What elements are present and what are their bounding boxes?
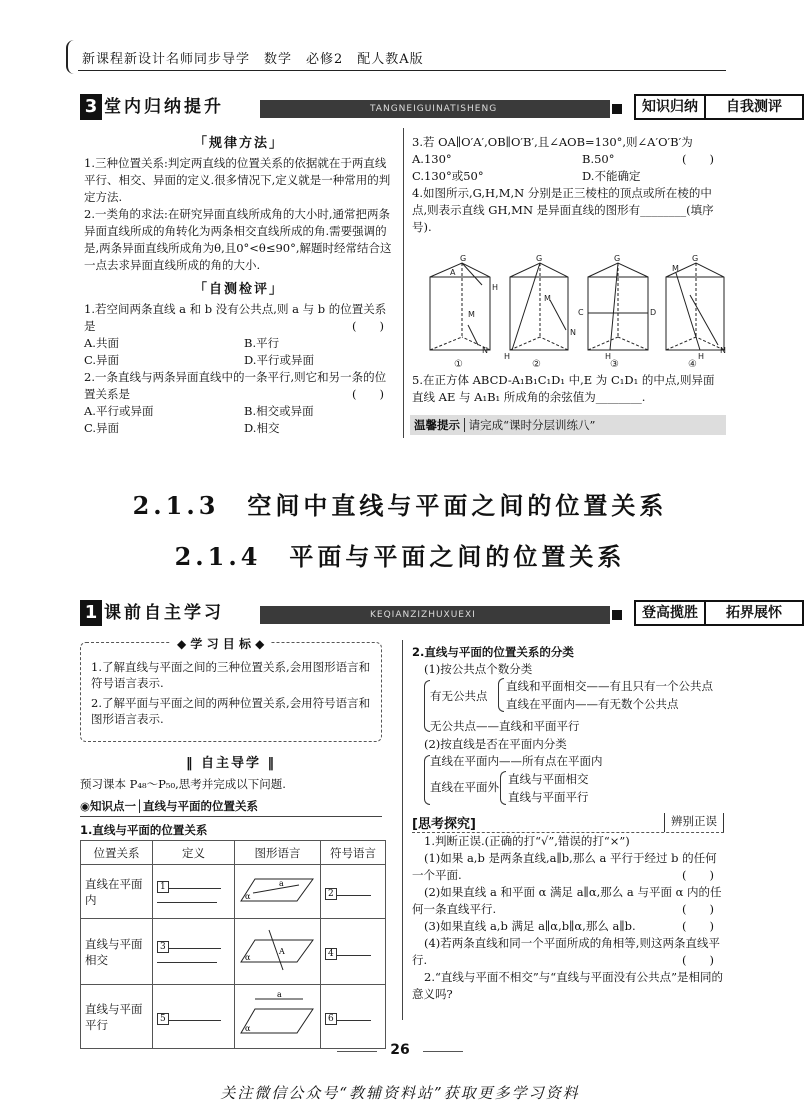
svg-text:N: N — [482, 346, 488, 355]
question-3-options: A.130° B.50° C.130°或50° D.不能确定 — [412, 152, 641, 183]
col-header: 图形语言 — [235, 841, 321, 865]
col-header: 定义 — [153, 841, 235, 865]
svg-text:N: N — [720, 346, 726, 355]
header-rule — [78, 70, 726, 71]
section-title-1: 2.1.3 空间中直线与平面之间的位置关系 — [132, 491, 668, 520]
right-column-questions — [412, 134, 724, 236]
svg-text:α: α — [245, 892, 251, 901]
figure-label-3: ③ — [610, 359, 619, 370]
knowledge-point-1: ◉知识点一│直线与平面的位置关系 — [80, 798, 382, 817]
banner-number: 1 — [80, 600, 102, 626]
question-1: 1.若空间两条直线 a 和 b 没有公共点,则 a 与 b 的位置关系是 ( ) — [84, 302, 387, 333]
banner-title: 课前自主学习 — [104, 600, 224, 626]
preview-intro: 预习课本 P₄₈～P₅₀,思考并完成以下问题. — [80, 777, 286, 791]
learning-goals-box — [80, 637, 382, 742]
col-header: 位置关系 — [81, 841, 153, 865]
page-number-row — [0, 1042, 800, 1058]
svg-text:H: H — [605, 352, 612, 361]
goals-heading: ◆ 学 习 目 标 ◆ — [171, 635, 270, 652]
judge-item-2: (2)如果直线 a 和平面 α 满足 a∥α,那么 a 与平面 α 内的任何一条直线平行. ( ) — [412, 885, 722, 916]
running-header: 新课程新设计名师同步导学 数学 必修2 配人教A版 — [82, 52, 424, 67]
plane-line-intersect-figure — [239, 928, 315, 972]
classification-tree-1: 有无公共点 直线和平面相交——有且只有一个公共点 直线在平面内——有无数个公共点 无公共点——直线和平面平行 — [424, 678, 724, 736]
svg-text:α: α — [245, 1024, 251, 1033]
section-title-2: 2.1.4 平面与平面之间的位置关系 — [174, 542, 626, 571]
footer-note: 关注微信公众号“教辅资料站”获取更多学习资料 — [220, 1084, 580, 1102]
figure-label-4: ④ — [688, 359, 697, 370]
tip-bar — [410, 415, 726, 435]
selftest-heading: 「自测检评」 — [193, 282, 284, 297]
classification-tree-2: 直线在平面内——所有点在平面内 直线在平面外 直线与平面相交 直线与平面平行 — [424, 753, 724, 809]
subsection-1-title: 1.直线与平面的位置关系 — [80, 823, 208, 837]
banner-number: 3 — [80, 94, 102, 120]
banner-tag-2: 拓界展怀 — [704, 600, 804, 626]
svg-text:G: G — [460, 254, 467, 263]
banner-title: 堂内归纳提升 — [104, 94, 224, 120]
method-2: 2.一类角的求法:在研究异面直线所成角的大小时,通常把两条异面直线所成的角转化为两条相交直线所成的角.需要强调的是,两条异面直线所成角为θ,且0°<θ≤90°,解题时经常结合这一点去求异面直线所成的角的大小. — [84, 207, 392, 272]
svg-text:H: H — [492, 283, 499, 292]
prism-figures — [420, 254, 726, 370]
banner-square-icon — [612, 610, 622, 620]
svg-text:D: D — [650, 308, 657, 317]
banner-square-icon — [612, 104, 622, 114]
svg-text:M: M — [468, 310, 475, 319]
svg-text:H: H — [504, 352, 511, 361]
figure-label-1: ① — [454, 359, 463, 370]
relations-table — [80, 840, 386, 1049]
svg-text:G: G — [614, 254, 621, 263]
svg-text:A: A — [450, 268, 456, 277]
svg-text:M: M — [672, 264, 679, 273]
svg-text:M: M — [544, 294, 551, 303]
question-2-options: A.平行或异面 B.相交或异面 C.异面 D.相交 — [84, 404, 314, 435]
methods-heading: 「规律方法」 — [193, 136, 284, 151]
subsection-2-title: 2.直线与平面的位置关系的分类 — [412, 645, 574, 659]
prism-figure-1 — [430, 263, 490, 350]
header-bracket — [66, 40, 74, 74]
prism-figure-2 — [510, 263, 568, 350]
classification-block: 2.直线与平面的位置关系的分类 (1)按公共点个数分类 有无公共点 直线和平面相交——有且只有一个公共点 直线在平面内——有无数个公共点 无公共点——直线和平面平行 (2)按直线是否在平面内分类 直线在平面内——所有点在平面内 直线在平面外 直线与平面相交 直线与平面平行 [思考探究] 辨别正误 1.判断正误.(正确的打“√”,错误的打“×”) (1)如果 a,b 是两条直线,a∥b,那么 a 平行于经过 b 的任何一个平面. ( ) (2)如果直线 a 和平面 α 满足 a∥α,那么 a 与平面 α 内的任何一条直线平行. ( ) (3)如果直线 a,b 满足 a∥α,b∥α,那么 a∥b. ( ) (4)若两条直线和同一个平面所成的角相等,则这两条直线平行. ( ) 2.“直线与平面不相交”与“直线与平面没有公共点”是相同的意义吗? — [412, 645, 723, 1001]
svg-text:C: C — [578, 308, 584, 317]
prism-figure-3 — [588, 263, 648, 350]
banner-pinyin: TANGNEIGUINATISHENG — [260, 100, 610, 118]
tip-label: 温馨提示 — [414, 418, 465, 432]
col-header: 符号语言 — [321, 841, 386, 865]
question-4: 4.如图所示,G,H,M,N 分别是正三棱柱的顶点或所在棱的中点,则表示直线 GH,MN 是异面直线的图形有________(填序号). — [412, 186, 714, 234]
question-2: 2.一条直线与两条异面直线中的一条平行,则它和另一条的位置关系是 ( ) — [84, 370, 387, 401]
goal-1: 1.了解直线与平面之间的三种位置关系,会用图形语言和符号语言表示. — [91, 660, 371, 690]
table-row: 直线与平面相交 3 A α 4 — [81, 919, 386, 985]
svg-text:G: G — [692, 254, 699, 263]
figure-label-2: ② — [532, 359, 541, 370]
section-banner-2 — [80, 600, 782, 626]
tip-text: 请完成“课时分层训练八” — [468, 418, 596, 432]
banner-pinyin: KEQIANZIZHUXUEXI — [260, 606, 610, 624]
question-3: 3.若 OA∥O′A′,OB∥O′B′,且∠AOB=130°,则∠A′O′B′为 ( ) — [412, 135, 714, 166]
banner-tag-1: 登高揽胜 — [634, 600, 706, 626]
answer-blank[interactable] — [169, 888, 221, 889]
svg-text:α: α — [245, 953, 251, 962]
question-equivalence: 2.“直线与平面不相交”与“直线与平面没有公共点”是相同的意义吗? — [412, 970, 723, 1001]
page-number: 26 — [390, 1042, 410, 1058]
plane-line-in-figure — [239, 875, 315, 905]
plane-line-parallel-figure — [239, 990, 315, 1037]
question-1-options: A.共面 B.平行 C.异面 D.平行或异面 — [84, 336, 314, 367]
svg-text:H: H — [698, 352, 705, 361]
table-row: 直线在平面内 1 a α 2 — [81, 865, 386, 919]
section-banner-1 — [80, 94, 782, 120]
question-5-block — [412, 372, 724, 406]
banner-tag-2: 自我测评 — [704, 94, 804, 120]
self-study-heading: ‖ 自主导学 ‖ — [185, 756, 277, 771]
left-column-summary — [84, 130, 394, 437]
svg-text:a: a — [277, 990, 282, 999]
judge-item-1: (1)如果 a,b 是两条直线,a∥b,那么 a 平行于经过 b 的任何一个平面. ( ) — [412, 851, 717, 882]
svg-text:N: N — [570, 328, 576, 337]
judge-item-4: (4)若两条直线和同一个平面所成的角相等,则这两条直线平行. ( ) — [412, 936, 720, 967]
banner-tag-1: 知识归纳 — [634, 94, 706, 120]
svg-text:a: a — [279, 879, 284, 888]
judge-item-3: (3)如果直线 a,b 满足 a∥α,b∥α,那么 a∥b. ( ) — [424, 919, 714, 933]
svg-text:A: A — [279, 947, 285, 956]
question-5: 5.在正方体 ABCD-A₁B₁C₁D₁ 中,E 为 C₁D₁ 的中点,则异面直线 AE 与 A₁B₁ 所成角的余弦值为________. — [412, 373, 715, 404]
prism-figure-4 — [666, 263, 724, 350]
think-explore-bar: [思考探究] 辨别正误 — [412, 813, 724, 833]
goal-2: 2.了解平面与平面之间的两种位置关系,会用符号语言和图形语言表示. — [91, 696, 371, 726]
column-divider — [403, 128, 404, 438]
table-row: 直线与平面平行 5 a α 6 — [81, 985, 386, 1049]
svg-text:G: G — [536, 254, 543, 263]
method-1: 1.三种位置关系:判定两直线的位置关系的依据就在于两直线平行、相交、异面的定义.很多情况下,定义就是一种常用的判定方法. — [84, 156, 391, 204]
column-divider-2 — [402, 640, 403, 1020]
